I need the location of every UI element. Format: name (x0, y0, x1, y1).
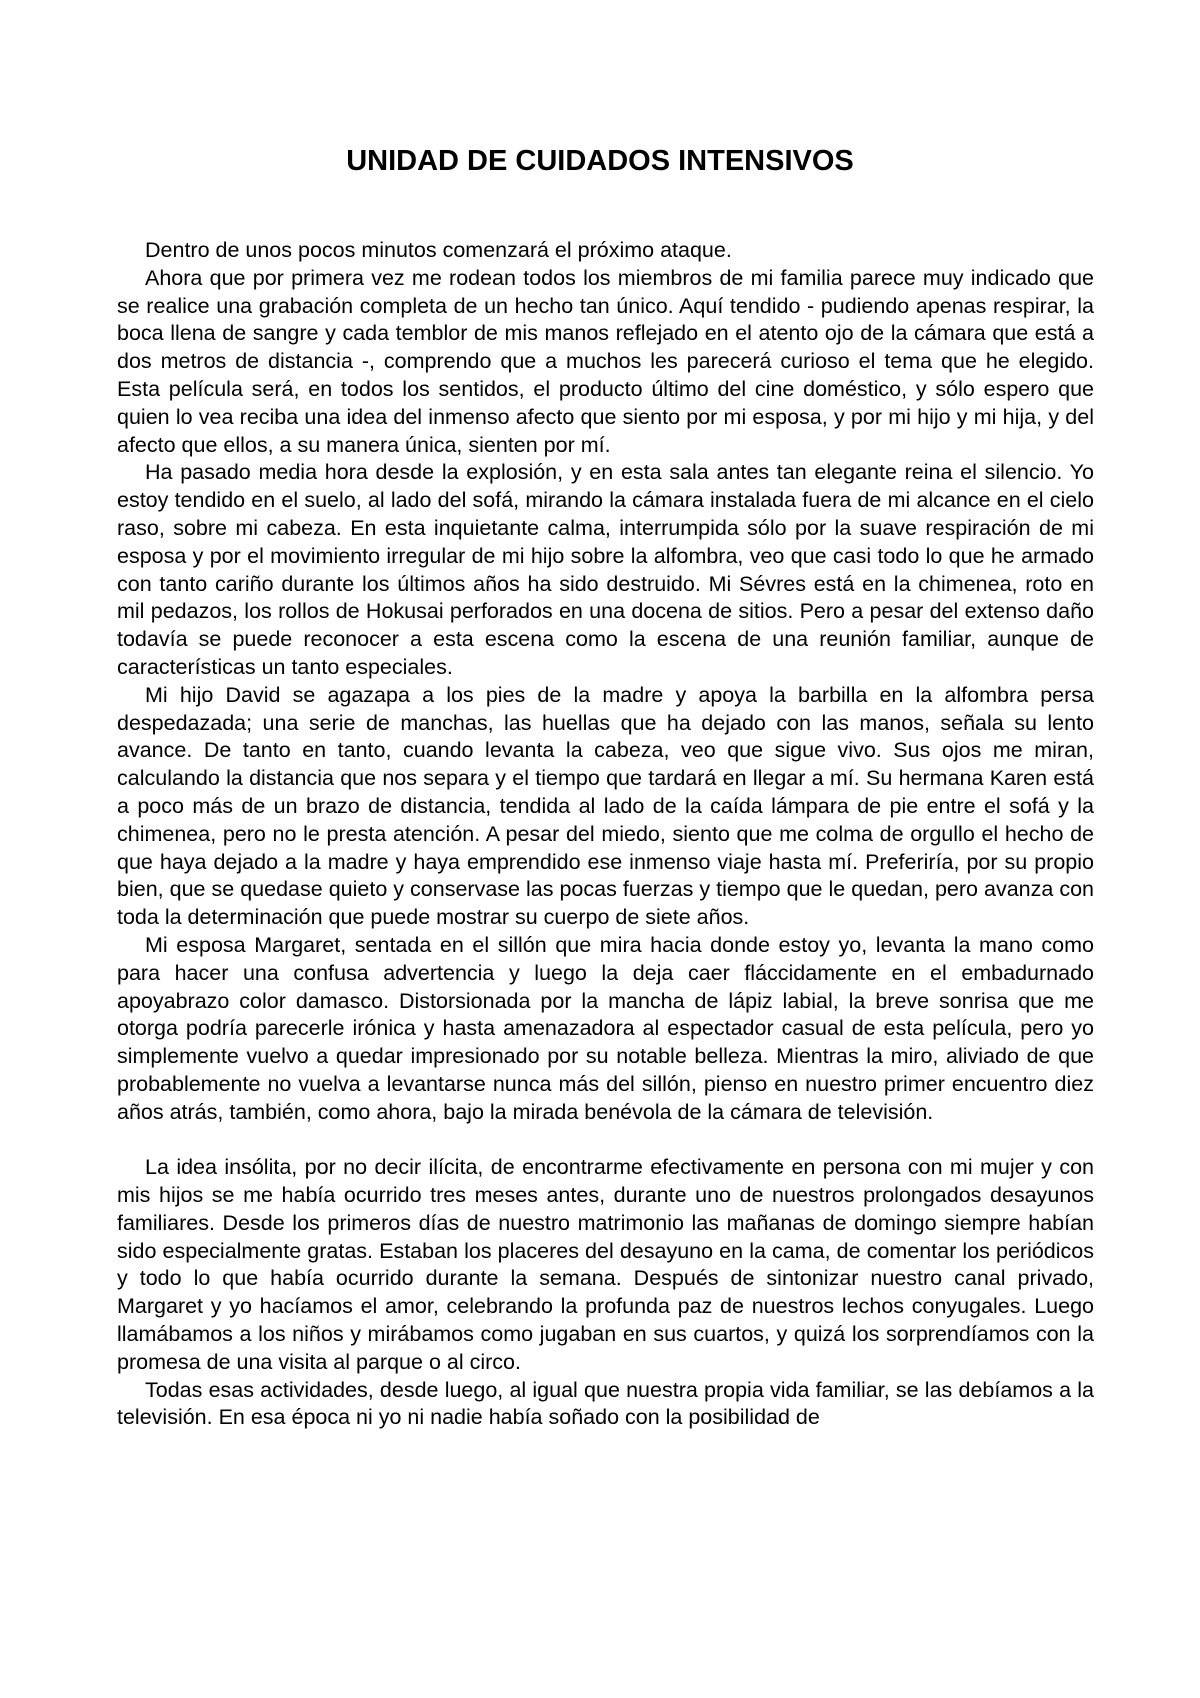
paragraph: Mi hijo David se agazapa a los pies de la madre y apoya la barbilla en la alfombra persa despedazada; una serie de manchas, las huellas que ha dejado con las manos, señala su lento avance. De tanto en tanto, cuando levanta la cabeza, veo que sigue vivo. Sus ojos me miran, calculando la distancia que nos separa y el tiempo que tardará en llegar a mí. Su hermana Karen está a poco más de un brazo de distancia, tendida al lado de la caída lámpara de pie entre el sofá y la chimenea, pero no le presta atención. A pesar del miedo, siento que me colma de orgullo el hecho de que haya dejado a la madre y haya emprendido ese inmenso viaje hasta mí. Preferiría, por su propio bien, que se quedase quieto y conservase las pocas fuerzas y tiempo que le quedan, pero avanza con toda la determinación que puede mostrar su cuerpo de siete años. (117, 682, 1094, 930)
document-title: UNIDAD DE CUIDADOS INTENSIVOS (346, 145, 854, 177)
document-body (117, 237, 1094, 1432)
paragraph: Ha pasado media hora desde la explosión, y en esta sala antes tan elegante reina el silencio. Yo estoy tendido en el suelo, al lado del sofá, mirando la cámara instalada fuera de mi alcance en el cielo raso, sobre mi cabeza. En esta inquietante calma, interrumpida sólo por la suave respiración de mi esposa y por el movimiento irregular de mi hijo sobre la alfombra, veo que casi todo lo que he armado con tanto cariño durante los últimos años ha sido destruido. Mi Sévres está en la chimenea, roto en mil pedazos, los rollos de Hokusai perforados en una docena de sitios. Pero a pesar del extenso daño todavía se puede reconocer a esta escena como la escena de una reunión familiar, aunque de características un tanto especiales. (117, 460, 1094, 679)
paragraph: Todas esas actividades, desde luego, al igual que nuestra propia vida familiar, se las debíamos a la televisión. En esa época ni yo ni nadie había soñado con la posibilidad de (117, 1377, 1094, 1430)
paragraph: Ahora que por primera vez me rodean todos los miembros de mi familia parece muy indicado que se realice una grabación completa de un hecho tan único. Aquí tendido - pudiendo apenas respirar, la boca llena de sangre y cada temblor de mis manos reflejado en el atento ojo de la cámara que está a dos metros de distancia -, comprendo que a muchos les parecerá curioso el tema que he elegido. Esta película será, en todos los sentidos, el producto último del cine doméstico, y sólo espero que quien lo vea reciba una idea del inmenso afecto que siento por mi esposa, y por mi hijo y mi hija, y del afecto que ellos, a su manera única, sienten por mí. (117, 265, 1094, 457)
paragraph: Dentro de unos pocos minutos comenzará el próximo ataque. (145, 238, 732, 262)
paragraph: Mi esposa Margaret, sentada en el sillón que mira hacia donde estoy yo, levanta la mano como para hacer una confusa advertencia y luego la deja caer fláccidamente en el embadurnado apoyabrazo color damasco. Distorsionada por la mancha de lápiz labial, la breve sonrisa que me otorga podría parecerle irónica y hasta amenazadora al espectador casual de esta película, pero yo simplemente vuelvo a quedar impresionado por su notable belleza. Mientras la miro, aliviado de que probablemente no vuelva a levantarse nunca más del sillón, pienso en nuestro primer encuentro diez años atrás, también, como ahora, bajo la mirada benévola de la cámara de televisión. (117, 932, 1094, 1124)
paragraph: La idea insólita, por no decir ilícita, de encontrarme efectivamente en persona con mi mujer y con mis hijos se me había ocurrido tres meses antes, durante uno de nuestros prolongados desayunos familiares. Desde los primeros días de nuestro matrimonio las mañanas de domingo siempre habían sido especialmente gratas. Estaban los placeres del desayuno en la cama, de comentar los periódicos y todo lo que había ocurrido durante la semana. Después de sintonizar nuestro canal privado, Margaret y yo hacíamos el amor, celebrando la profunda paz de nuestros lechos conyugales. Luego llamábamos a los niños y mirábamos como jugaban en sus cuartos, y quizá los sorprendíamos con la promesa de una visita al parque o al circo. (117, 1155, 1094, 1374)
section-break (117, 1127, 1094, 1155)
